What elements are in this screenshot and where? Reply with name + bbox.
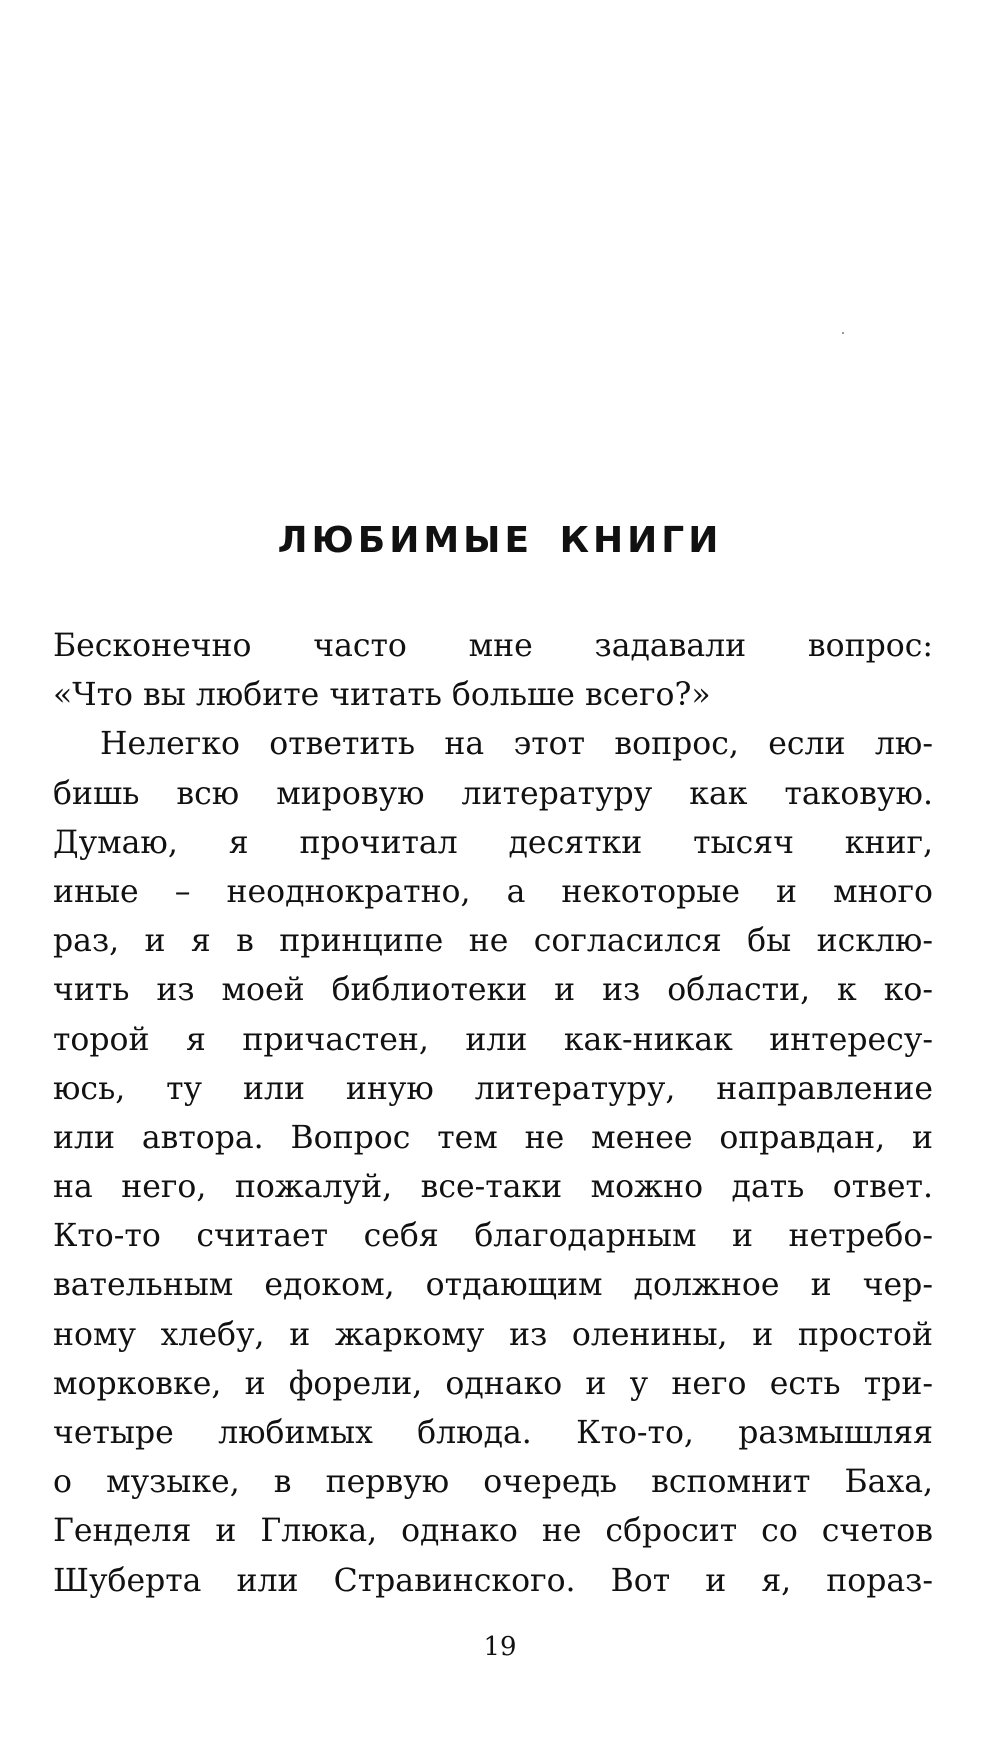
- text-line: чить из моей библиотеки и из области, к ко-: [53, 972, 933, 1009]
- text-line: или автора. Вопрос тем не менее оправдан, и: [53, 1119, 933, 1156]
- text-line: Думаю, я прочитал десятки тысяч книг,: [53, 824, 933, 861]
- text-line: морковке, и форели, однако и у него есть три-: [53, 1365, 933, 1402]
- text-line: ному хлебу, и жаркому из оленины, и простой: [53, 1316, 933, 1353]
- text-line: раз, и я в принципе не согласился бы исклю-: [53, 923, 933, 960]
- text-line: «Что вы любите читать больше всего?»: [53, 677, 711, 714]
- text-line: Бесконечно часто мне задавали вопрос:: [53, 628, 933, 664]
- text-line: иные – неоднократно, а некоторые и много: [53, 873, 933, 910]
- text-line: бишь всю мировую литературу как таковую.: [53, 775, 933, 812]
- scan-speck: [842, 332, 844, 334]
- text-line: четыре любимых блюда. Кто-то, размышляя: [53, 1415, 933, 1451]
- text-line: на него, пожалуй, все-таки можно дать ответ.: [53, 1169, 933, 1206]
- text-line: Генделя и Глюка, однако не сбросит со счетов: [53, 1513, 933, 1550]
- chapter-title: ЛЮБИМЫЕ КНИГИ: [277, 520, 723, 561]
- text-line: вательным едоком, отдающим должное и чер-: [53, 1267, 933, 1304]
- text-line: Нелегко ответить на этот вопрос, если лю-: [100, 726, 933, 763]
- text-line: о музыке, в первую очередь вспомнит Баха,: [53, 1464, 933, 1501]
- text-line: юсь, ту или иную литературу, направление: [53, 1070, 933, 1107]
- text-line: торой я причастен, или как-никак интересу-: [53, 1021, 933, 1058]
- page-number: 19: [483, 1632, 517, 1662]
- text-line: Шуберта или Стравинского. Вот и я, пораз-: [53, 1562, 933, 1599]
- text-line: Кто-то считает себя благодарным и нетребо-: [53, 1218, 933, 1255]
- body-text: [53, 622, 933, 1606]
